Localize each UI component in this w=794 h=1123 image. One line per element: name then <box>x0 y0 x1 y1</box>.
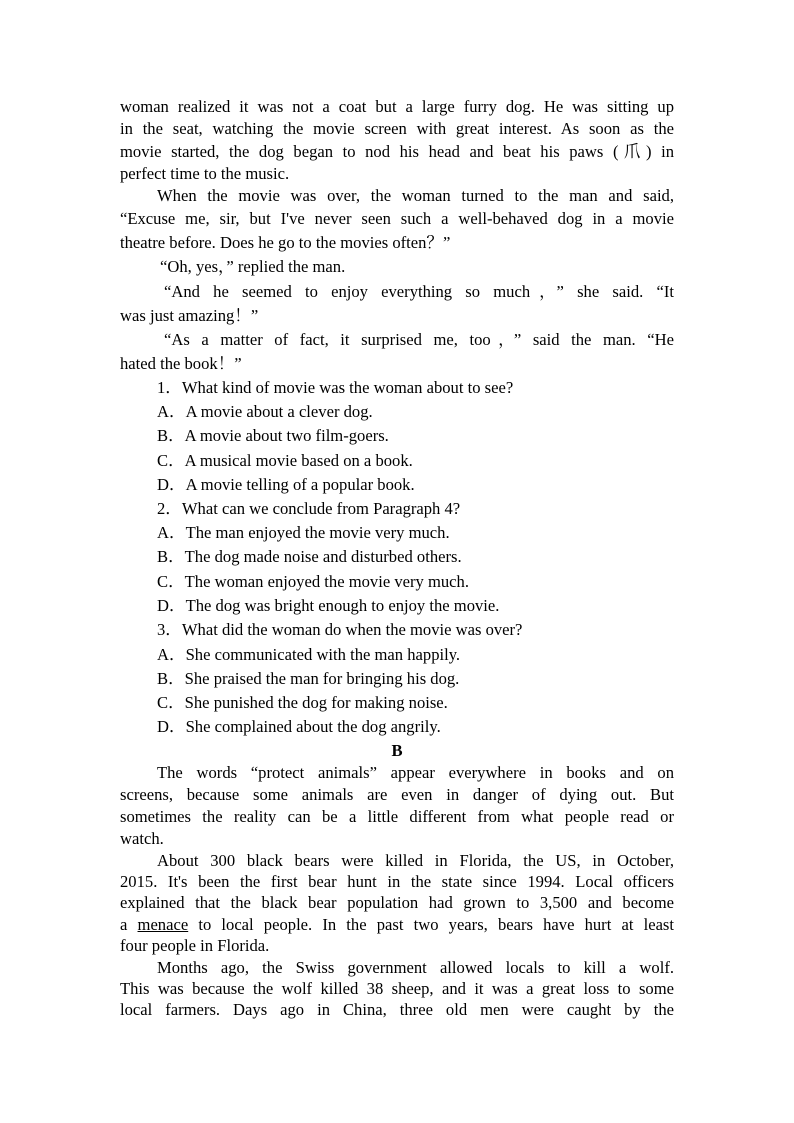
question-2-option-b: B．The dog made noise and disturbed others. <box>157 547 462 566</box>
section-b-p3-line1: Months ago, the Swiss government allowed locals to kill a wolf. <box>157 958 674 977</box>
section-b-p2-line2: 2015. It's been the first bear hunt in the state since 1994. Local officers <box>120 872 674 891</box>
section-b-p2-line4-end: to local people. In the past two years, bears have hurt at least <box>198 915 674 934</box>
story-a-p4-line1: “And he seemed to enjoy everything so much，” she said. “It <box>164 282 674 301</box>
question-3-stem: 3．What did the woman do when the movie was over? <box>157 620 523 639</box>
question-3-option-c: C．She punished the dog for making noise. <box>157 693 448 712</box>
story-a-p3: “Oh, yes，” replied the man. <box>160 257 346 276</box>
section-b-heading: B <box>391 741 403 760</box>
section-b-p2-line4-start: a <box>120 915 128 934</box>
section-b-p2-line3: explained that the black bear population had grown to 3,500 and become <box>120 893 674 912</box>
section-b-p2-line5: four people in Florida. <box>120 936 270 955</box>
underlined-word-menace: menace <box>137 915 189 934</box>
question-2-option-a: A．The man enjoyed the movie very much. <box>157 523 450 542</box>
story-a-p1-line1: woman realized it was not a coat but a large furry dog. He was sitting up <box>120 97 674 116</box>
story-a-p1-line3: movie started, the dog began to nod his head and beat his paws (爪) in <box>120 142 674 161</box>
question-2-option-d: D．The dog was bright enough to enjoy the movie. <box>157 596 500 615</box>
section-b-p2-line1: About 300 black bears were killed in Florida, the US, in October, <box>157 851 674 870</box>
story-a-p5-line2: hated the book！” <box>120 354 242 373</box>
question-3-option-d: D．She complained about the dog angrily. <box>157 717 441 736</box>
question-1-stem: 1．What kind of movie was the woman about to see? <box>157 378 514 397</box>
section-b-p1-line3: sometimes the reality can be a little different from what people read or <box>120 807 674 826</box>
question-3-option-a: A．She communicated with the man happily. <box>157 645 461 664</box>
story-a-p5-line1: “As a matter of fact, it surprised me, too，” said the man. “He <box>164 330 674 349</box>
question-1-option-d: D．A movie telling of a popular book. <box>157 475 415 494</box>
question-3-option-b: B．She praised the man for bringing his dog. <box>157 669 460 688</box>
question-2-stem: 2．What can we conclude from Paragraph 4? <box>157 499 461 518</box>
story-a-p1-line2: in the seat, watching the movie screen with great interest. As soon as the <box>120 119 674 138</box>
story-a-p2-line1: When the movie was over, the woman turned to the man and said, <box>157 186 674 205</box>
section-b-p3-line3: local farmers. Days ago in China, three old men were caught by the <box>120 1000 674 1019</box>
question-2-option-c: C．The woman enjoyed the movie very much. <box>157 572 469 591</box>
section-b-p3-line2: This was because the wolf killed 38 sheep, and it was a great loss to some <box>120 979 674 998</box>
story-a-p2-line2: “Excuse me, sir, but I've never seen such a well-behaved dog in a movie <box>120 209 674 228</box>
section-b-p1-line4: watch. <box>120 829 164 848</box>
section-b-p1-line1: The words “protect animals” appear everywhere in books and on <box>157 763 674 782</box>
question-1-option-c: C．A musical movie based on a book. <box>157 451 413 470</box>
story-a-p4-line2: was just amazing！” <box>120 306 259 325</box>
section-b-p1-line2: screens, because some animals are even in danger of dying out. But <box>120 785 674 804</box>
story-a-p2-line3: theatre before. Does he go to the movies often？” <box>120 233 451 252</box>
story-a-p1-line4: perfect time to the music. <box>120 164 290 183</box>
question-1-option-b: B．A movie about two film-goers. <box>157 426 389 445</box>
section-b-p2-line4 <box>120 914 674 936</box>
question-1-option-a: A．A movie about a clever dog. <box>157 402 373 421</box>
